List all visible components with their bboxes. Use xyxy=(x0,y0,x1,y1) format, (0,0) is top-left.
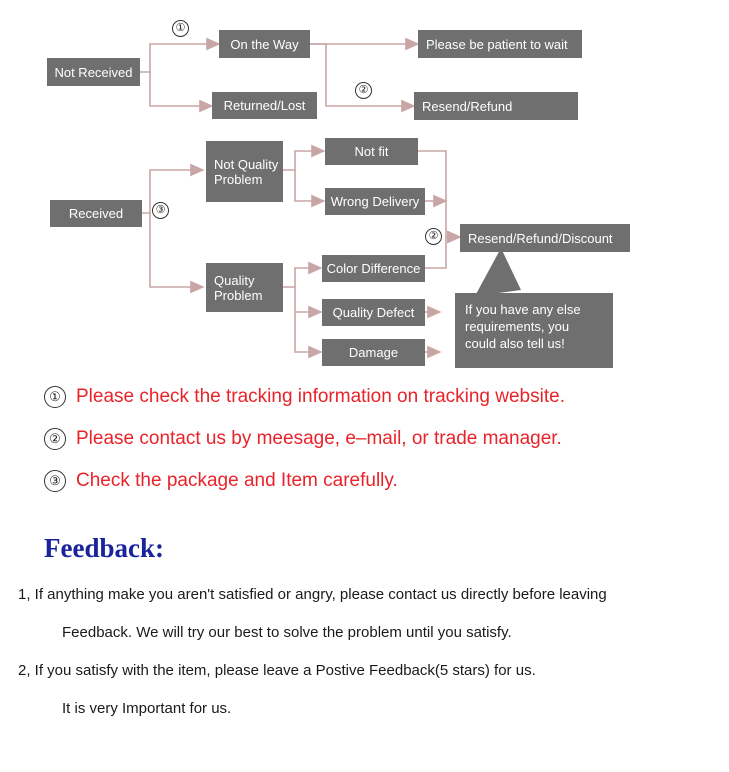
note-text: Please contact us by meesage, e–mail, or trade manager. xyxy=(76,428,562,449)
note-number: ③ xyxy=(44,470,66,492)
node-label: Not Received xyxy=(54,64,133,80)
node-label: Received xyxy=(68,206,124,221)
feedback-item-2-line-1: 2, If you satisfy with the item, please leave a Postive Feedback(5 stars) for us. xyxy=(18,662,536,679)
feedback-item-1-line-1: 1, If anything make you aren't satisfied or angry, please contact us directly before leaving xyxy=(18,586,607,603)
node-received xyxy=(50,200,142,227)
callout-tail-icon xyxy=(455,248,535,308)
marker-label: ② xyxy=(358,84,369,96)
notes-list xyxy=(0,378,729,504)
node-label: Damage xyxy=(348,345,399,360)
note-text: Please check the tracking information on tracking website. xyxy=(76,386,565,407)
note-item xyxy=(0,378,729,416)
marker-2-bottom xyxy=(425,228,442,245)
note-text: Check the package and Item carefully. xyxy=(76,470,398,491)
node-resend-refund xyxy=(414,92,578,120)
node-label: Please be patient to wait xyxy=(426,36,568,52)
marker-label: ③ xyxy=(155,204,166,216)
marker-label: ② xyxy=(428,230,439,242)
node-not-received xyxy=(47,58,140,86)
node-color-difference xyxy=(322,255,425,282)
node-quality-defect xyxy=(322,299,425,326)
marker-1 xyxy=(172,20,189,37)
marker-2-top xyxy=(355,82,372,99)
node-not-quality-problem xyxy=(206,141,283,202)
node-label: Resend/Refund/Discount xyxy=(468,230,613,246)
note-number: ② xyxy=(44,428,66,450)
node-label: Color Difference xyxy=(326,261,421,276)
node-label: Quality Problem xyxy=(214,272,263,303)
node-label: On the Way xyxy=(230,36,299,52)
callout-label: If you have any else requirements, you could also tell us! xyxy=(465,302,581,351)
node-label: Not Quality Problem xyxy=(214,156,279,187)
node-please-be-patient xyxy=(418,30,582,58)
note-number: ① xyxy=(44,386,66,408)
node-returned-lost xyxy=(212,92,317,119)
node-label: Resend/Refund xyxy=(422,98,513,114)
marker-3 xyxy=(152,202,169,219)
note-item xyxy=(0,462,729,500)
feedback-item-1-line-2: Feedback. We will try our best to solve the problem until you satisfy. xyxy=(62,624,512,641)
node-label: Not fit xyxy=(354,144,389,159)
node-quality-problem xyxy=(206,263,283,312)
note-item xyxy=(0,420,729,458)
node-wrong-delivery xyxy=(325,188,425,215)
marker-label: ① xyxy=(175,22,186,34)
feedback-heading: Feedback: xyxy=(44,533,164,563)
feedback-list xyxy=(18,576,718,728)
node-label: Returned/Lost xyxy=(223,98,306,113)
node-damage xyxy=(322,339,425,366)
feedback-item-2-line-2: It is very Important for us. xyxy=(62,700,232,717)
node-on-the-way xyxy=(219,30,310,58)
flow-diagram xyxy=(0,0,729,380)
node-label: Wrong Delivery xyxy=(330,194,420,209)
node-label: Quality Defect xyxy=(332,305,415,320)
node-not-fit xyxy=(325,138,418,165)
